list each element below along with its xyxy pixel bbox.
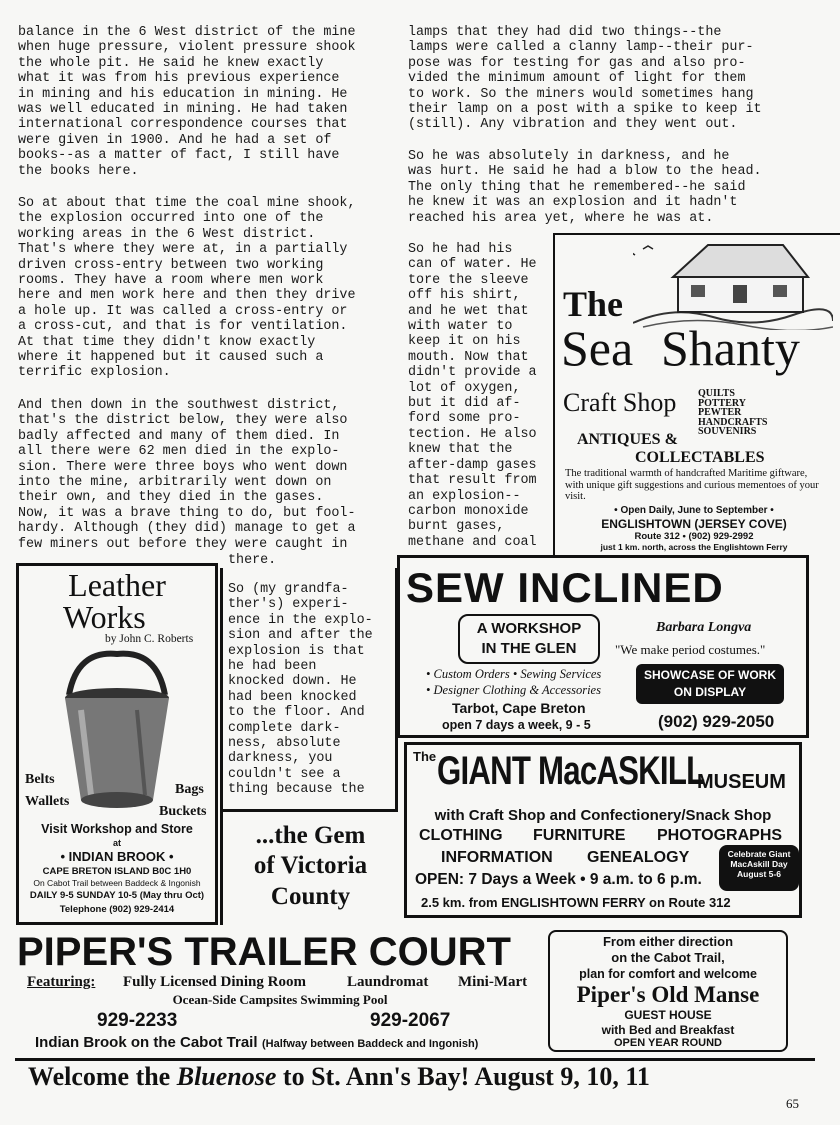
pipers-feat-4: Ocean-Side Campsites Swimming Pool xyxy=(172,992,388,1007)
manse-line-2: on the Cabot Trail, xyxy=(611,950,725,965)
pipers-location xyxy=(35,1034,478,1052)
divider-above-banner xyxy=(15,1058,815,1061)
pipers-feat-1: Fully Licensed Dining Room xyxy=(123,974,306,990)
manse-line-1: From either direction xyxy=(602,934,734,949)
giant-directions: 2.5 km. from ENGLISHTOWN FERRY on Route 312 xyxy=(421,895,731,910)
pipers-location-note: (Halfway between Baddeck and Ingonish) xyxy=(261,1038,479,1050)
sew-slogan: "We make period costumes." xyxy=(615,642,766,657)
item-pewter: PEWTER xyxy=(698,407,742,418)
right-column-para-1: lamps that they had did two things--the lamps were called a clanny lamp--their pur- pose was for testing for gas and also pro- vided the minimum amount of light for them to work. So the miners would sometimes hang their lamp on a post with a spike to keep it (still). Any vibration and they went out. xyxy=(408,25,762,133)
item-souvenirs: SOUVENIRS xyxy=(698,426,757,437)
sew-phone: (902) 929-2050 xyxy=(658,712,775,731)
gem-line-1: ...the Gem xyxy=(255,822,366,849)
shanty-house-illustration xyxy=(633,235,833,330)
sew-owner: Barbara Longva xyxy=(656,620,752,635)
sew-workshop: A WORKSHOP xyxy=(476,620,582,637)
leather-place: • INDIAN BROOK • xyxy=(60,849,174,864)
manse-guest: GUEST HOUSE xyxy=(624,1008,712,1022)
giant-line-1: with Craft Shop and Confectionery/Snack Shop xyxy=(434,807,772,824)
sea-shanty-border-left xyxy=(553,233,555,555)
manse-bb: with Bed and Breakfast xyxy=(601,1023,735,1037)
giant-cat-information: INFORMATION xyxy=(441,849,553,866)
sew-workshop-box xyxy=(458,614,600,664)
pipers-feat-3: Mini-Mart xyxy=(458,974,528,990)
pipers-phone-1: 929-2233 xyxy=(97,1010,178,1031)
ad-pipers-old-manse xyxy=(548,930,788,1052)
ad-giant-macaskill xyxy=(404,742,802,918)
giant-title: GIANT MacASKILL xyxy=(437,749,705,793)
sea-shanty-collectables: COLLECTABLES xyxy=(635,449,765,466)
sea-shanty-the: The xyxy=(563,284,624,324)
giant-the: The xyxy=(413,749,437,764)
gem-line-2: of Victoria xyxy=(253,852,368,879)
leather-trail: On Cabot Trail between Baddeck & Ingonish xyxy=(33,878,201,888)
item-pottery: POTTERY xyxy=(698,397,746,409)
banner-post: to St. Ann's Bay! August 9, 10, 11 xyxy=(276,1062,650,1091)
sew-services-1: • Custom Orders • Sewing Services xyxy=(426,667,602,681)
giant-open: OPEN: 7 Days a Week • 9 a.m. to 6 p.m. xyxy=(415,871,702,888)
leather-phone: Telephone (902) 929-2414 xyxy=(59,904,175,915)
leather-bucket-illustration xyxy=(57,650,177,815)
sea-shanty-craft-shop: Craft Shop xyxy=(563,388,677,417)
left-column-para-1: balance in the 6 West district of the mine when huge pressure, violent pressure shook the whole pit. He said he knew exactly what it was from his previous experience in mining and his education in mining. He was well educated in mining. He had taken international correspondence courses that were given in 1900. And he had a set of books--as a matter of fact, I still have the books here. xyxy=(18,25,356,179)
pipers-feat-2: Laundromat xyxy=(347,974,429,990)
leather-bags: Bags xyxy=(175,782,204,797)
sew-services-2: • Designer Clothing & Accessories xyxy=(426,683,601,697)
left-column-para-3: And then down in the southwest district, that's the district below, they were also badly affected and many of them died. In all there were 62 men died in the explo- sion. There were three boys who went down into the mine, arbitrarily went down on their own, and they died in the gases. Now, it was a brave thing to do, but fool- hardy. Although (they did) manage to get a few miners out before they were caught in xyxy=(18,398,356,552)
sew-inclined-title: SEW INCLINED xyxy=(406,564,724,611)
giant-cat-photographs: PHOTOGRAPHS xyxy=(657,827,783,844)
sew-showcase-1: SHOWCASE OF WORK xyxy=(644,668,776,682)
giant-badge xyxy=(719,845,799,891)
giant-cat-furniture: FURNITURE xyxy=(533,827,626,844)
sea-shanty-directions: just 1 km. north, across the Englishtown Ferry xyxy=(600,542,788,552)
leather-wallets: Wallets xyxy=(25,794,70,809)
banner-ship: Bluenose xyxy=(176,1062,277,1091)
ad-gem-of-victoria xyxy=(220,812,398,925)
gem-line-3: County xyxy=(270,883,351,910)
banner-pre: Welcome the xyxy=(28,1062,177,1091)
leather-byline: by John C. Roberts xyxy=(105,633,194,645)
left-column-para-2: So at about that time the coal mine shook, the explosion occurred into one of the working areas in the 6 West district. That's where they were at, in a partially driven cross-entry between two working rooms. They have a room where men work here and men work here and then they drive a hole up. It was called a cross-entry or a cross-cut, and that is for ventilation. At that time they didn't know exactly where it happened but it caused such a terrific explosion. xyxy=(18,196,356,381)
giant-cat-genealogy: GENEALOGY xyxy=(587,849,690,866)
sea-shanty-open: • Open Daily, June to September • xyxy=(614,505,774,516)
sew-showcase-badge xyxy=(636,664,784,704)
right-column-para-3: So he had his can of water. He tore the sleeve off his shirt, and he wet that with water to keep it on his mouth. Now that didn't provide a lot of oxygen, but it did af- ford some pro- tection. He also knew that the after-damp gases that result from an explosion-- carbon monoxide burnt gases, methane and coal xyxy=(408,242,537,550)
sea-shanty-shanty: Shanty xyxy=(661,320,800,376)
pipers-location-main: Indian Brook on the Cabot Trail xyxy=(35,1034,258,1051)
leather-belts: Belts xyxy=(25,772,55,787)
sew-location: Tarbot, Cape Breton xyxy=(452,700,586,716)
page-number: 65 xyxy=(786,1096,799,1111)
giant-museum: MUSEUM xyxy=(697,771,786,793)
leather-title-2: Works xyxy=(63,599,146,635)
sea-shanty-items xyxy=(698,389,767,437)
ad-sea-shanty xyxy=(553,233,835,553)
giant-cat-clothing: CLOTHING xyxy=(419,827,503,844)
item-handcrafts: HANDCRAFTS xyxy=(698,416,768,428)
manse-line-3: plan for comfort and welcome xyxy=(579,967,757,981)
middle-word-there: there. xyxy=(228,553,277,568)
pipers-phone-2: 929-2067 xyxy=(370,1010,451,1031)
sea-shanty-location: ENGLISHTOWN (JERSEY COVE) xyxy=(601,517,787,531)
welcome-banner xyxy=(28,1062,650,1092)
sea-shanty-antiques: ANTIQUES & xyxy=(577,431,678,448)
pipers-featuring: Featuring: xyxy=(27,974,96,990)
leather-hours: DAILY 9-5 SUNDAY 10-5 (May thru Oct) xyxy=(29,890,205,901)
leather-address: CAPE BRETON ISLAND B0C 1H0 xyxy=(42,866,192,877)
ad-leather-works xyxy=(16,563,218,925)
ad-pipers-trailer-court xyxy=(15,930,545,1058)
manse-title: Piper's Old Manse xyxy=(576,982,760,1007)
manse-open: OPEN YEAR ROUND xyxy=(614,1037,722,1049)
sea-shanty-border-top xyxy=(553,233,840,235)
sew-hours: open 7 days a week, 9 - 5 xyxy=(442,718,591,732)
item-quilts: QUILTS xyxy=(698,388,735,399)
leather-visit: Visit Workshop and Store xyxy=(41,822,193,836)
sea-shanty-route: Route 312 • (902) 929-2992 xyxy=(634,531,754,542)
right-column-para-2: So he was absolutely in darkness, and he was hurt. He said he had a blow to the head. The only thing that he remembered--he said he knew it was an explosion and it hadn't reached his area yet, where he was at. xyxy=(408,149,762,226)
sew-showcase-2: ON DISPLAY xyxy=(673,685,747,699)
sea-shanty-sea: Sea xyxy=(561,320,634,376)
middle-column-para: So (my grandfa- ther's) experi- ence in the explo- sion and after the explosion is that he had been knocked down. He had been knocked to the floor. And complete dark- ness, absolute darkness, you couldn't see a thing because the xyxy=(228,582,373,798)
leather-at: at xyxy=(112,838,121,848)
leather-title-1: Leather xyxy=(68,567,166,603)
sew-glen: IN THE GLEN xyxy=(481,640,577,657)
pipers-trailer-title: PIPER'S TRAILER COURT xyxy=(17,930,511,974)
giant-badge-text: Celebrate Giant MacAskill Day August 5-6 xyxy=(727,849,791,879)
ad-sew-inclined xyxy=(397,555,809,738)
sea-shanty-desc: The traditional warmth of handcrafted Maritime giftware, with unique gift suggestions and curious mementoes of your visit. xyxy=(565,468,819,502)
leather-buckets: Buckets xyxy=(159,804,207,819)
